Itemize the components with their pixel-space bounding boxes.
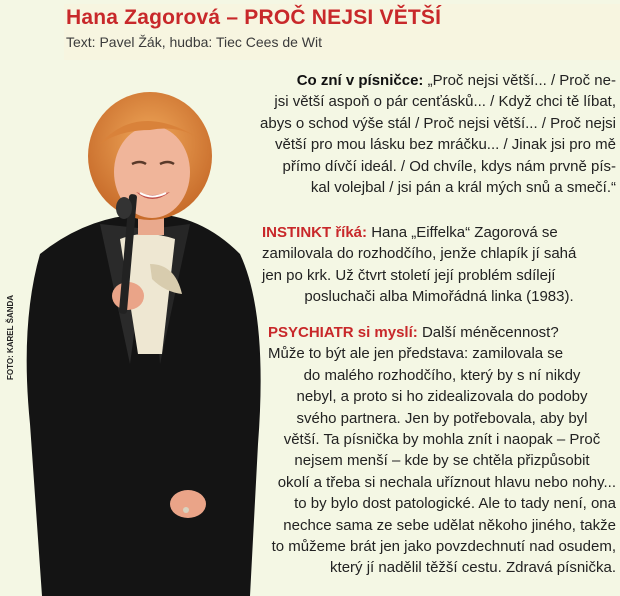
psychiatrist-line: který jí nadělil těžší cestu. Zdravá písnička. xyxy=(330,559,616,577)
article-subtitle: Text: Pavel Žák, hudba: Tiec Cees de Wit xyxy=(66,34,323,50)
psychiatrist-label: PSYCHIATR si myslí: xyxy=(268,324,418,341)
psychiatrist-line: do malého rozhodčího, který by s ní nikdy xyxy=(303,366,581,384)
lyrics-label: Co zní v písničce: xyxy=(296,72,424,89)
instinct-line: posluchači alba Mimořádná linka (1983). xyxy=(304,288,574,306)
psychiatrist-line: okolí a třeba si nechala uříznout hlavu nebo nohy... xyxy=(277,473,616,491)
psychiatrist-line: Může to být ale jen představa: zamilovala se xyxy=(268,345,564,363)
lyrics-line: větší pro mou lásku bez mráčku... / Jinak jsi pro mě xyxy=(275,136,616,154)
article-title: Hana Zagorová – PROČ NEJSI VĚTŠÍ xyxy=(66,6,442,29)
lyrics-line: přímo dívčí ideál. / Od chvíle, kdys nám prvně pís- xyxy=(282,157,616,175)
psychiatrist-line: svého partnera. Jen by potřebovala, aby byl xyxy=(296,409,588,427)
psychiatrist-line: Další méněcennost? xyxy=(421,324,559,341)
instinct-line: jen po krk. Už čtvrt století její problém sdílejí xyxy=(262,266,556,284)
instinct-label: INSTINKT říká: xyxy=(262,224,368,241)
lyrics-section xyxy=(228,70,616,198)
lyrics-line: kal volejbal / jsi pán a král mých snů a smečí.“ xyxy=(310,179,616,197)
instinct-line: Hana „Eiffelka“ Zagorová se xyxy=(371,224,558,241)
psychiatrist-line: to můžeme brát jen jako povzdechnutí nad osudem, xyxy=(271,538,616,556)
lyrics-line: jsi větší aspoň o pár cenťásků... / Když chci tě líbat, xyxy=(274,93,616,111)
psychiatrist-line: to by bylo dost patologické. Ale to tady není, ona xyxy=(294,495,616,513)
psychiatrist-line: nebyl, a proto si ho zidealizovala do podoby xyxy=(296,388,588,406)
psychiatrist-line: nejsem menší – kde by se chtěla přizpůsobit xyxy=(294,452,590,470)
instinct-section xyxy=(262,222,616,308)
lyrics-line: „Proč nejsi větší... / Proč ne- xyxy=(427,72,616,89)
instinct-line: zamilovala do rozhodčího, jenže chlapík jí sahá xyxy=(262,245,577,263)
lyrics-line: abys o schod výše stál / Proč nejsi větší... / Proč nejsi xyxy=(260,114,616,132)
psychiatrist-line: větší. Ta písnička by mohla znít i naopak – Proč xyxy=(283,431,601,449)
psychiatrist-section xyxy=(268,322,616,579)
psychiatrist-line: nechce sama ze sebe udělat někoho jiného, takže xyxy=(283,516,616,534)
photo-credit: FOTO: KAREL ŠANDA xyxy=(6,294,15,380)
